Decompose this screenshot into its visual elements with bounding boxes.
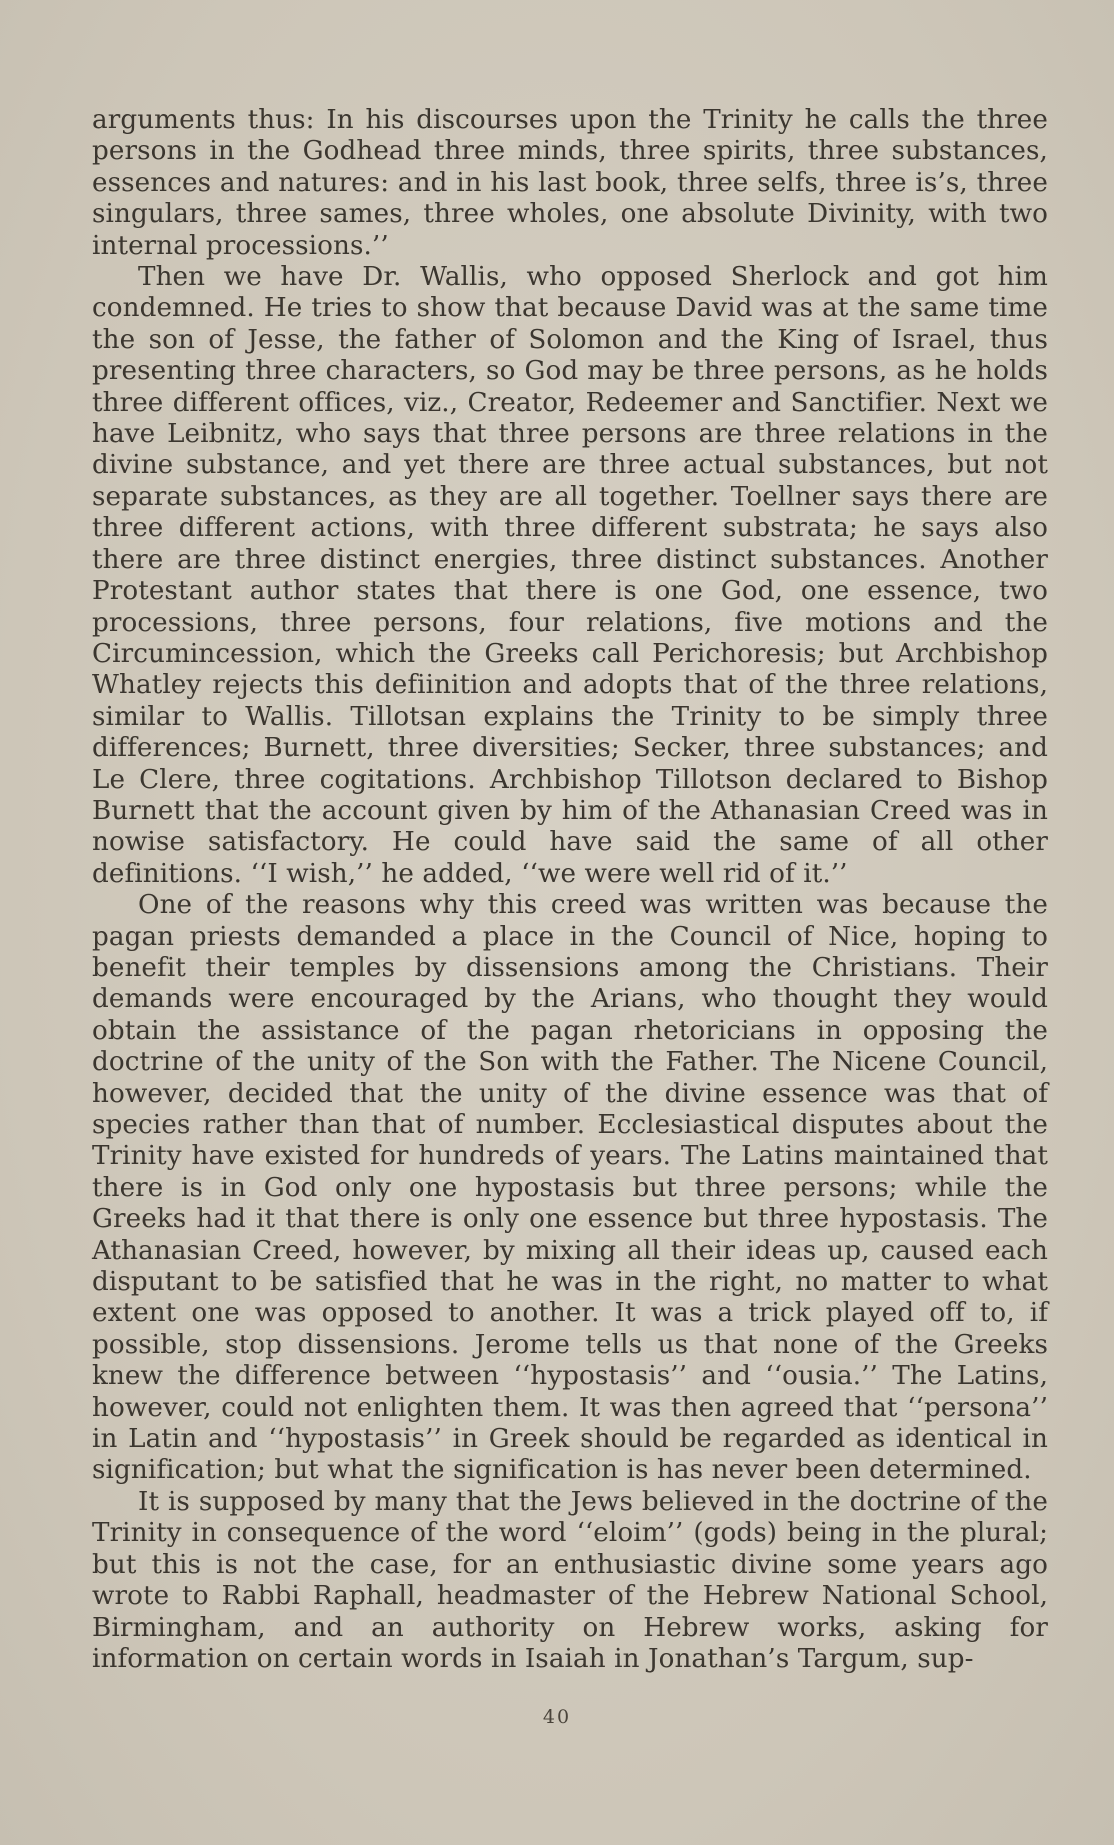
body-text — [92, 105, 1048, 1675]
paragraph-wallis: Then we have Dr. Wallis, who opposed Sherlock and got him condemned. He tries to show that because David was at the same time the son of Jesse, the father of Solomon and the King of Israel, thus presenting three characters, so God may be three persons, as he holds three different offices, viz., Creator, Redeemer and Sanctifier. Next we have Leibnitz, who says that three persons are three relations in the divine substance, and yet there are three actual substances, but not separate substances, as they are all together. Toellner says there are three different actions, with three different substrata; he says also there are three distinct energies, three distinct substances. Another Protestant author states that there is one God, one essence, two processions, three persons, four relations, five motions and the Circumincession, which the Greeks call Perichoresis; but Archbishop Whatley rejects this defiinition and adopts that of the three relations, similar to Wallis. Tillotsan explains the Trinity to be simply three differences; Burnett, three diversities; Secker, three substances; and Le Clere, three cogitations. Archbishop Tillotson declared to Bishop Burnett that the account given by him of the Athanasian Creed was in nowise satisfactory. He could have said the same of all other definitions. ‘‘I wish,’’ he added, ‘‘we were well rid of it.’’ — [92, 262, 1048, 889]
paragraph-jews-trinity: It is supposed by many that the Jews believed in the doctrine of the Trinity in consequence of the word ‘‘eloim’’ (gods) being in the plural; but this is not the case, for an enthusiastic divine some years ago wrote to Rabbi Raphall, headmaster of the Hebrew National School, Birmingham, and an authority on Hebrew works, asking for information on certain words in Isaiah in Jonathan’s Targum, sup- — [92, 1486, 1048, 1674]
paragraph-continuation: arguments thus: In his discourses upon the Trinity he calls the three persons in the Godhead three minds, three spirits, three substances, essences and natures: and in his last book, three selfs, three is’s, three singulars, three sames, three wholes, one absolute Divinity, with two internal processions.’’ — [92, 105, 1048, 261]
paragraph-council-of-nice: One of the reasons why this creed was written was because the pagan priests demanded a place in the Council of Nice, hoping to benefit their temples by dissensions among the Christians. Their demands were encouraged by the Arians, who thought they would obtain the assistance of the pagan rhetoricians in opposing the doctrine of the unity of the Son with the Father. The Nicene Council, however, decided that the unity of the divine essence was that of species rather than that of number. Ecclesiastical disputes about the Trinity have existed for hundreds of years. The Latins maintained that there is in God only one hypostasis but three persons; while the Greeks had it that there is only one essence but three hypostasis. The Athanasian Creed, however, by mixing all their ideas up, caused each disputant to be satisfied that he was in the right, no matter to what extent one was opposed to another. It was a trick played off to, if possible, stop dissensions. Jerome tells us that none of the Greeks knew the difference between ‘‘hypostasis’’ and ‘‘ousia.’’ The Latins, however, could not enlighten them. It was then agreed that ‘‘persona’’ in Latin and ‘‘hypostasis’’ in Greek should be regarded as identical in signification; but what the signification is has never been determined. — [92, 890, 1048, 1486]
page-number: 40 — [542, 1706, 572, 1728]
